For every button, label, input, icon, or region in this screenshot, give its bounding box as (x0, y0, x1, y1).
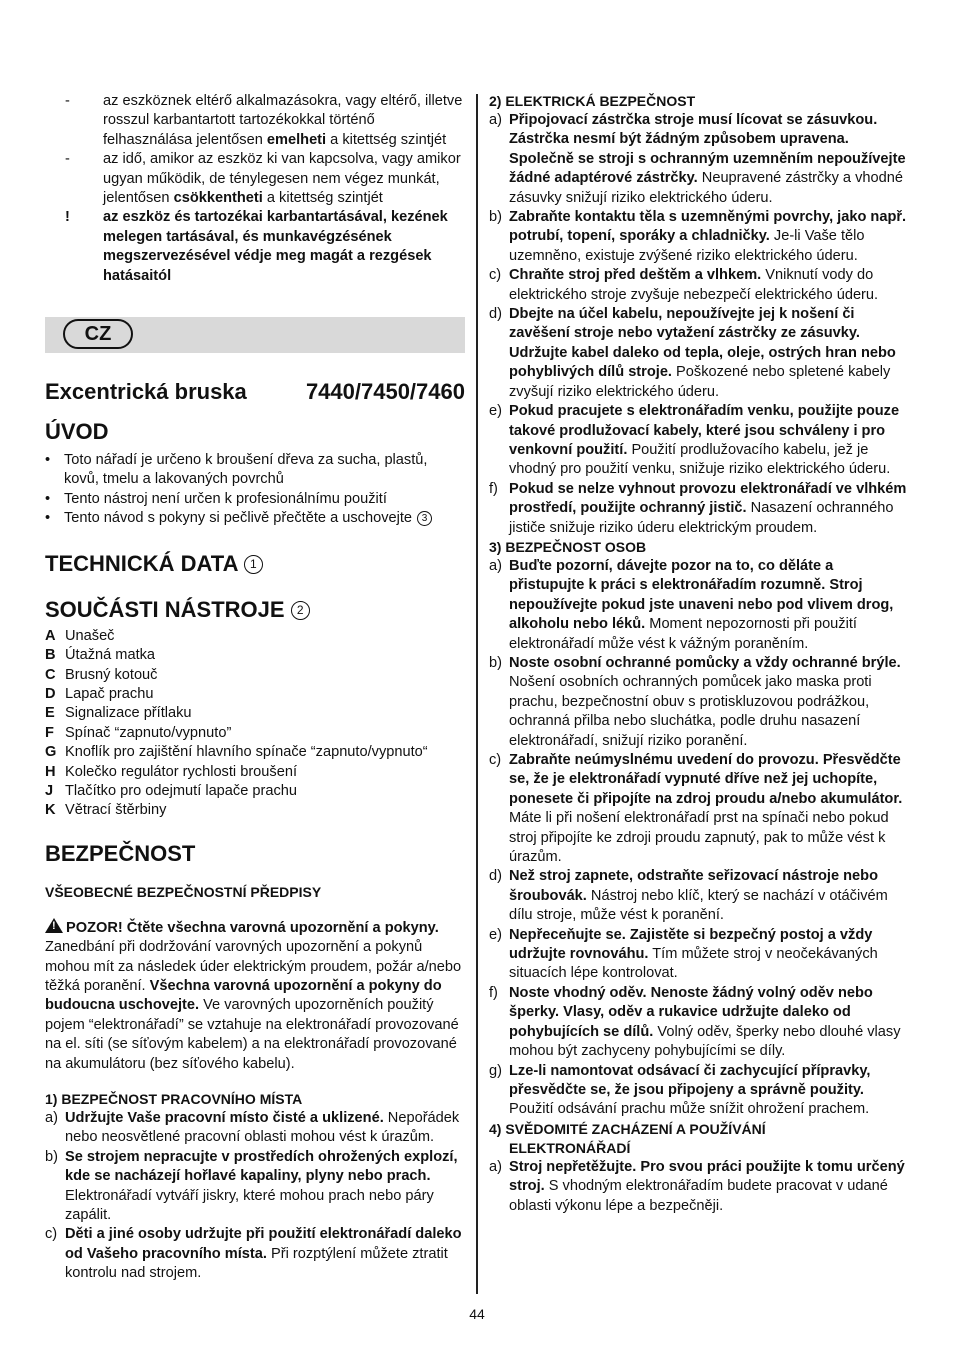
text-run: Poškozené nebo spletené kabely zvyšují riziko elektrického úderu. (509, 364, 891, 400)
list-text (103, 92, 465, 150)
part-label: Tlačítko pro odejmutí lapače prachu (65, 782, 298, 799)
list-marker: a) (489, 557, 502, 574)
bullet-text (64, 490, 465, 509)
list-marker: a) (45, 1110, 58, 1126)
list-item (489, 111, 910, 208)
part-key: E (45, 705, 55, 722)
part-item (45, 627, 465, 646)
list-text (509, 926, 910, 984)
text-run: Udržujte Vaše pracovní místo čisté a uklizené. (65, 1110, 384, 1126)
part-label: Knoflík pro zajištění hlavního spínače “zapnuto/vypnuto“ (65, 744, 428, 761)
text-run: Při rozptýlení můžete ztratit kontrolu nad strojem. (65, 1245, 448, 1282)
part-label: Útažná matka (65, 647, 156, 664)
list-text (509, 984, 910, 1062)
text-run: Pokud se nelze vyhnout provozu elektronářadí ve vlhkém prostředí, použijte ochranný jistič. (509, 480, 907, 517)
personal-safety-heading: 3) BEZPEČNOST OSOB (489, 538, 647, 555)
part-item (45, 763, 465, 782)
list-item (489, 402, 910, 480)
bullet-text (64, 509, 465, 528)
text-run: az idő, amikor az eszköz ki van kapcsolva, vagy amikor ugyan működik, de ténylegesen nem végez munkát, jelentősen (103, 151, 461, 207)
list-text (65, 1148, 465, 1226)
text-run: a kitettség szintjét (262, 190, 383, 207)
part-item (45, 801, 465, 820)
text-run: Než stroj zapnete, odstraňte seřizovací nástroje nebo šroubovák. (509, 868, 878, 904)
list-marker: b) (45, 1148, 58, 1165)
text-run: emelheti (266, 131, 327, 148)
part-key: K (45, 802, 56, 819)
text-run: Volný oděv, šperky nebo dlouhé vlasy mohou být zachyceny pohybujícími se díly. (509, 1023, 901, 1060)
list-text (65, 1109, 465, 1148)
list-marker: c) (489, 267, 502, 284)
text-run: Ve varovných upozorněních použitý pojem “elektronářadí” se vztahuje na elektronářadí provozované na el. síti (se síťovým kabelem) a na elektronářadí provozované na akumulátoru (bez síťového kabelu). (45, 997, 459, 1072)
list-marker: e) (489, 926, 502, 943)
text-run: Noste osobní ochranné pomůcky a vždy ochranné brýle. (509, 654, 901, 671)
list-marker: f) (489, 480, 498, 497)
part-key: A (45, 627, 56, 644)
text-run: Zabraňte kontaktu těla s uzemněnými povrchy, jako např. potrubí, topení, sporáky a chladničky. (509, 209, 907, 245)
list-text (509, 208, 910, 266)
list-text (509, 867, 910, 925)
text-run: Neupravené zástrčky a vhodné zásuvky snižují riziko elektrického úderu. (509, 170, 903, 206)
list-item (489, 1062, 910, 1120)
parts-list (45, 627, 465, 821)
list-item (489, 266, 910, 305)
list-text (509, 305, 910, 402)
text-run: Elektronářadí vytváří jiskry, které mohou prach nebo páry zapálit. (65, 1187, 434, 1224)
parts-heading (45, 597, 465, 623)
part-item (45, 704, 465, 723)
list-marker: ! (65, 209, 70, 226)
workplace-safety-list (45, 1109, 465, 1284)
warning-paragraph (45, 918, 465, 1074)
part-label: Unašeč (65, 627, 115, 644)
list-text (509, 480, 910, 538)
text-run: Připojovací zástrčka stroje musí lícovat se zásuvkou. Zástrčka nesmí být žádným způsobem upravena. Společně se stroji s ochranným uzemněním nepoužívejte žádné adaptérové zástrčky. (509, 112, 906, 187)
list-item (45, 1148, 465, 1226)
list-text (509, 1158, 910, 1216)
list-text (103, 208, 465, 286)
text-run: a kitettség szintjét (326, 131, 447, 148)
general-safety-heading: VŠEOBECNÉ BEZPEČNOSTNÍ PŘEDPISY (45, 883, 322, 900)
part-key: J (45, 782, 54, 799)
text-run: Nasazení ochranného jističe snižuje riziko úderu elektrickým proudem. (509, 500, 894, 536)
list-item (489, 751, 910, 867)
part-label: Lapač prachu (65, 685, 154, 702)
text-run: Lze-li namontovat odsávací či zachycující přípravky, přesvědčte se, že jsou připojeny a správně použity. (509, 1062, 871, 1098)
part-label: Brusný kotouč (65, 666, 158, 683)
list-item (45, 150, 465, 208)
bullet-icon: • (45, 490, 51, 507)
list-text (509, 751, 910, 867)
list-item (489, 557, 910, 654)
list-item (489, 654, 910, 751)
part-item (45, 646, 465, 665)
list-text (509, 1062, 910, 1120)
part-key: F (45, 724, 54, 741)
part-key: D (45, 685, 56, 702)
text-run: Nošení osobních ochranných pomůcek jako maska proti prachu, bezpečnostní obuv s protiskluzovou podrážkou, ochranná přilba nebo sluchátka, podle druhu nasazení elektronářadí, snižují riziko poranění. (509, 674, 872, 749)
part-item (45, 782, 465, 801)
list-item (45, 92, 465, 150)
text-run: Vniknutí vody do elektrického stroje zvyšuje nebezpečí elektrického úderu. (509, 267, 879, 303)
list-item (489, 867, 910, 925)
bullet-item (45, 451, 465, 490)
text-run: Použití prodlužovacího kabelu, jež je vhodný pro použití venku, snižuje riziko elektrického úderu. (509, 441, 891, 478)
part-label: Spínač “zapnuto/vypnuto” (65, 724, 232, 741)
list-item (45, 1225, 465, 1283)
list-marker: - (65, 93, 70, 109)
column-divider (476, 94, 478, 1294)
list-marker: b) (489, 209, 502, 226)
text-run: az eszköznek eltérő alkalmazásokra, vagy eltérő, illetve rosszul karbantartott tartozékokkal történő felhasználása jelentősen (103, 93, 463, 148)
text-run: az eszköz és tartozékai karbantartásával, kezének melegen tartásával, és munkavégzésének megszervezésével védje meg magát a rezgések hatásaitól (103, 209, 448, 284)
list-marker: e) (489, 403, 502, 420)
bullet-label: Toto nářadí je určeno k broušení dřeva za sucha, plastů, kovů, tmelu a lakovaných povrchů (64, 452, 428, 488)
part-label: Kolečko regulátor rychlosti broušení (65, 763, 297, 780)
part-key: B (45, 647, 56, 664)
list-text (65, 1225, 465, 1283)
product-title-row (45, 379, 465, 405)
list-item (489, 926, 910, 984)
part-key: G (45, 744, 57, 761)
text-run: Stroj nepřetěžujte. Pro svou práci použijte k tomu určený stroj. (509, 1158, 905, 1195)
safety-heading: BEZPEČNOST (45, 840, 196, 866)
list-marker: f) (489, 984, 498, 1001)
list-marker: a) (489, 1158, 502, 1175)
text-run: Všechna varovná upozornění a pokyny do budoucna uschovejte. (45, 977, 442, 1014)
text-run: Použití odsávání prachu může snížit ohrožení prachem. (509, 1101, 870, 1118)
tool-handling-heading-line2: ELEKTRONÁŘADÍ (509, 1139, 631, 1156)
text-run: Děti a jiné osoby udržujte při použití elektronářadí daleko od Vašeho pracovního místa. (65, 1226, 462, 1262)
text-run: Pokud pracujete s elektronářadím venku, použijte pouze takové prodlužovací kabely, které jsou schváleny i pro venkovní použití. (509, 403, 900, 458)
list-item (489, 305, 910, 402)
part-item (45, 724, 465, 743)
text-run: Zabraňte neúmyslnému uvedení do provozu. Přesvědčte se, že je elektronářadí vypnuté dříve než jej uchopíte, ponesete či připojíte na zdroj proudu a/nebo akumulátor. (509, 752, 903, 807)
list-marker: c) (45, 1226, 58, 1243)
bullet-label: Tento nástroj není určen k profesionálnímu použití (64, 490, 387, 507)
electrical-safety-list (489, 111, 910, 538)
model-numbers: 7440/7450/7460 (305, 379, 465, 405)
bullet-item (45, 490, 465, 509)
list-item (489, 208, 910, 266)
intro-bullet-list (45, 451, 465, 529)
list-marker: d) (489, 306, 502, 323)
list-text (509, 654, 910, 751)
text-run: Zanedbání při dodržování varovných upozornění a pokynů mohou mít za následek úder elektrickým proudem, požár a/nebo těžká poranění. (45, 939, 462, 994)
text-run: POZOR! Čtěte všechna varovná upozornění a pokyny. (66, 919, 439, 936)
text-run: Máte li při nošení elektronářadí prst na spínači nebo pokud stroj připojíte ke zdroji proudu zapnutý, pak to může vést k úrazům. (509, 810, 889, 866)
list-marker: b) (489, 654, 502, 671)
text-run: Tím můžete stroj v neočekávaných situacích lépe kontrolovat. (509, 946, 878, 982)
workplace-safety-heading: 1) BEZPEČNOST PRACOVNÍHO MÍSTA (45, 1091, 303, 1107)
tech-data-heading (45, 551, 465, 577)
list-text (509, 402, 910, 480)
tech-data-heading-text: TECHNICKÁ DATA (45, 550, 238, 576)
list-text (103, 150, 465, 208)
text-run: Se strojem nepracujte v prostředích ohrožených explozí, kde se nacházejí hořlavé kapaliny, plyny nebo prach. (65, 1148, 458, 1185)
list-marker: a) (489, 112, 502, 128)
text-run: Noste vhodný oděv. Nenoste žádný volný oděv nebo šperky. Vlasy, oděv a rukavice udržujte daleko od pohybujících se dílů. (509, 984, 873, 1040)
bullet-label: Tento návod s pokyny si pečlivě přečtěte a uschovejte (64, 510, 413, 527)
vibration-notes-list (45, 92, 465, 286)
product-title: Excentrická bruska (45, 379, 247, 405)
list-text (509, 111, 910, 208)
text-run: Nepořádek nebo neosvětlené pracovní oblasti mohou vést k úrazům. (65, 1110, 460, 1146)
intro-heading: ÚVOD (45, 419, 109, 445)
list-text (509, 557, 910, 654)
list-item (45, 208, 465, 286)
tool-handling-heading-line1: 4) SVĚDOMITÉ ZACHÁZENÍ A POUŽÍVÁNÍ (489, 1120, 766, 1137)
text-run: Nepřeceňujte se. Zajistěte si bezpečný postoj a vždy udržujte rovnováhu. (509, 926, 873, 963)
text-run: Moment nepozornosti při použití elektronářadí může vést k vážným poraněním. (509, 616, 857, 652)
tool-handling-list (489, 1158, 910, 1216)
text-run: csökkentheti (173, 190, 263, 207)
text-run: Je-li Vaše tělo uzemněno, existuje zvýšené riziko elektrického úderu. (509, 228, 865, 264)
bullet-item (45, 509, 465, 528)
part-item (45, 743, 465, 762)
left-column (45, 92, 465, 1284)
part-item (45, 685, 465, 704)
part-key: C (45, 666, 56, 683)
text-run: Chraňte stroj před deštěm a vlhkem. (509, 267, 762, 284)
bullet-icon: • (45, 452, 51, 469)
text-run: Buďte pozorní, dávejte pozor na to, co děláte a přistupujte k práci s elektronářadím rozumně. Stroj nepoužívejte pokud jste unaveni nebo pod vlivem drog, alkoholu nebo léků. (509, 557, 894, 633)
text-run: S vhodným elektronářadím budete pracovat v udané oblasti výkonu lépe a bezpečněji. (509, 1178, 888, 1214)
list-marker: - (65, 151, 70, 168)
text-run: Dbejte na účel kabelu, nepoužívejte jej k nošení či zavěšení stroje nebo vytažení zástrčky ze zásuvky. Udržujte kabel daleko od tepla, oleje, ostrých hran nebo pohyblivých dílů stroje. (509, 306, 896, 381)
bullet-text (64, 451, 465, 490)
bullet-icon: • (45, 510, 51, 527)
page-number: 44 (469, 1306, 485, 1322)
personal-safety-list (489, 557, 910, 1120)
tool-handling-heading (489, 1120, 910, 1158)
part-label: Větrací štěrbiny (65, 802, 167, 819)
right-column (489, 92, 910, 1216)
part-item (45, 666, 465, 685)
list-marker: g) (489, 1062, 502, 1079)
list-text (509, 266, 910, 305)
figure-ref-1: 1 (244, 555, 263, 574)
parts-heading-text: SOUČÁSTI NÁSTROJE (45, 596, 285, 622)
text-run: Nástroj nebo klíč, který se nachází v otáčivém dílu stroje, může vést k poranění. (509, 887, 888, 924)
list-marker: d) (489, 868, 502, 885)
list-item (489, 984, 910, 1062)
part-key: H (45, 763, 56, 780)
figure-ref-3: 3 (417, 511, 432, 526)
list-item (45, 1109, 465, 1148)
language-bar (45, 317, 465, 353)
language-badge: CZ (63, 319, 133, 349)
list-item (489, 480, 910, 538)
list-item (489, 1158, 910, 1216)
figure-ref-2: 2 (291, 601, 310, 620)
electrical-safety-heading: 2) ELEKTRICKÁ BEZPEČNOST (489, 93, 696, 109)
part-label: Signalizace přítlaku (65, 705, 192, 722)
list-marker: c) (489, 752, 502, 768)
warning-triangle-icon (45, 918, 63, 933)
